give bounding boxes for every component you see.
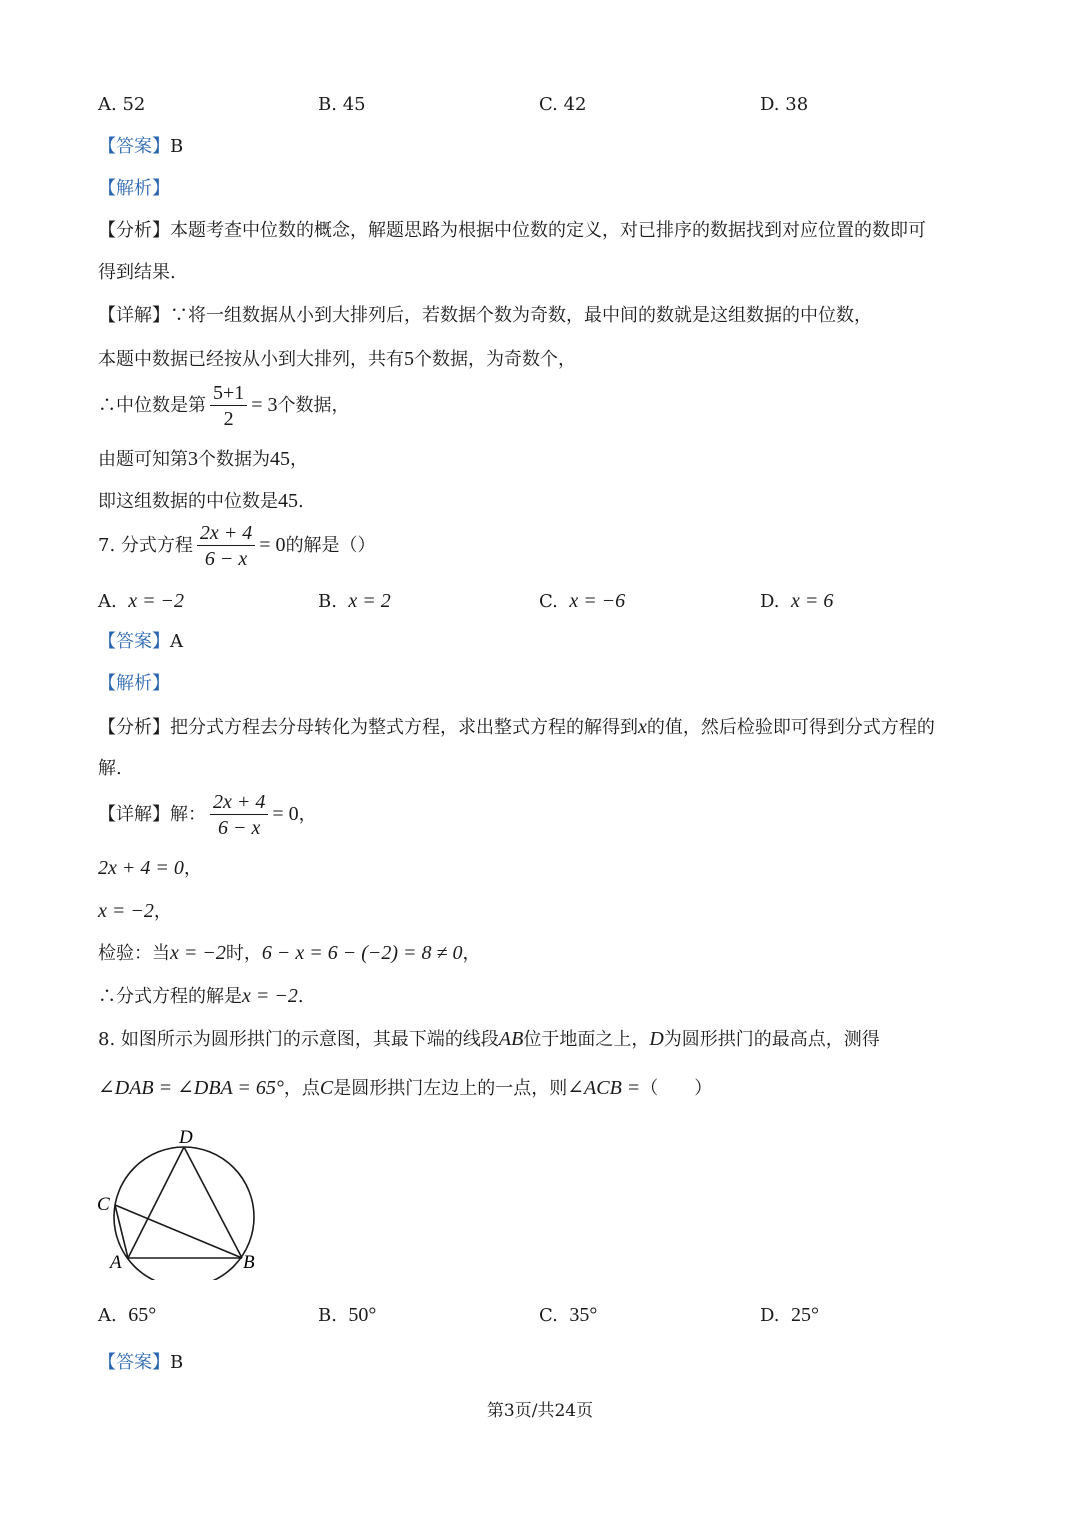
q7-fenxi: 【分析】把分式方程去分母转化为整式方程，求出整式方程的解得到x的值，然后检验即可得到分式方程的 xyxy=(98,716,935,738)
q7-answer: 【答案】A xyxy=(98,631,183,652)
q7-option-d: D. x = 6 xyxy=(760,590,834,612)
segment-bd xyxy=(184,1147,242,1258)
label-d: D xyxy=(179,1127,193,1148)
q6-option-c: C. 42 xyxy=(539,94,587,115)
q7-step2: x = −2， xyxy=(98,900,172,922)
segment-cb xyxy=(115,1205,242,1258)
q6-analysis-heading: 【解析】 xyxy=(98,178,170,199)
q6-detail-line5: 即这组数据的中位数是45. xyxy=(98,490,304,512)
q8-option-a: A. 65° xyxy=(98,1304,157,1326)
q6-option-d: D. 38 xyxy=(760,94,809,115)
q6-option-a: A. 52 xyxy=(98,94,146,115)
label-b: B xyxy=(243,1252,255,1273)
q7-conclusion: ∴分式方程的解是x = −2. xyxy=(98,985,304,1007)
q7-analysis-heading: 【解析】 xyxy=(98,673,170,694)
q6-detail-line3: ∴中位数是第 $\frac{5+1}{2}$ = 3个数据， xyxy=(98,382,350,430)
q6-fenxi-cont: 得到结果. xyxy=(98,262,176,283)
q6-detail-line4: 由题可知第3个数据为45， xyxy=(98,448,308,470)
median-position-fraction: $\frac{5+1}{2}$ xyxy=(210,383,247,429)
q6-option-b: B. 45 xyxy=(318,94,366,115)
q8-stem-line1: 8. 如图所示为圆形拱门的示意图，其最下端的线段AB位于地面之上，D为圆形拱门的最高点，测得 xyxy=(98,1028,880,1050)
q6-detail: 【详解】∵将一组数据从小到大排列后，若数据个数为奇数，最中间的数就是这组数据的中位数， xyxy=(98,305,872,326)
q8-stem-line2: ∠DAB = ∠DBA = 65°，点C是圆形拱门左边上的一点，则∠ACB =（ ） xyxy=(98,1077,713,1099)
q7-stem: 7. 分式方程 $\frac{2x + 4}{6 - x}$ = 0的解是（） xyxy=(98,522,376,570)
q7-option-c: C. x = −6 xyxy=(539,590,626,612)
q8-option-c: C. 35° xyxy=(539,1304,598,1326)
arch-figure xyxy=(90,1120,280,1280)
q6-fenxi: 【分析】本题考查中位数的概念，解题思路为根据中位数的定义，对已排序的数据找到对应位置的数即可 xyxy=(98,220,926,241)
segment-ad xyxy=(128,1147,184,1258)
q6-answer: 【答案】B xyxy=(98,136,184,157)
q8-option-d: D. 25° xyxy=(760,1304,819,1326)
q6-detail-line2: 本题中数据已经按从小到大排列，共有5个数据，为奇数个， xyxy=(98,348,576,370)
label-c: C xyxy=(97,1194,110,1215)
q8-answer: 【答案】B xyxy=(98,1352,184,1373)
q7-option-a: A. x = −2 xyxy=(98,590,185,612)
q7-option-b: B. x = 2 xyxy=(318,590,391,612)
q7-detail: 【详解】解： $\frac{2x + 4}{6 - x}$ = 0， xyxy=(98,791,317,839)
q7-fraction: $\frac{2x + 4}{6 - x}$ xyxy=(197,523,255,569)
q7-detail-fraction: $\frac{2x + 4}{6 - x}$ xyxy=(210,792,268,838)
q8-option-b: B. 50° xyxy=(318,1304,377,1326)
q7-step1: 2x + 4 = 0， xyxy=(98,857,202,879)
q7-fenxi-cont: 解. xyxy=(98,758,122,779)
label-a: A xyxy=(110,1252,122,1273)
q7-check: 检验：当x = −2时，6 − x = 6 − (−2) = 8 ≠ 0， xyxy=(98,942,481,964)
page-footer: 第3页/共24页 xyxy=(486,1401,594,1421)
